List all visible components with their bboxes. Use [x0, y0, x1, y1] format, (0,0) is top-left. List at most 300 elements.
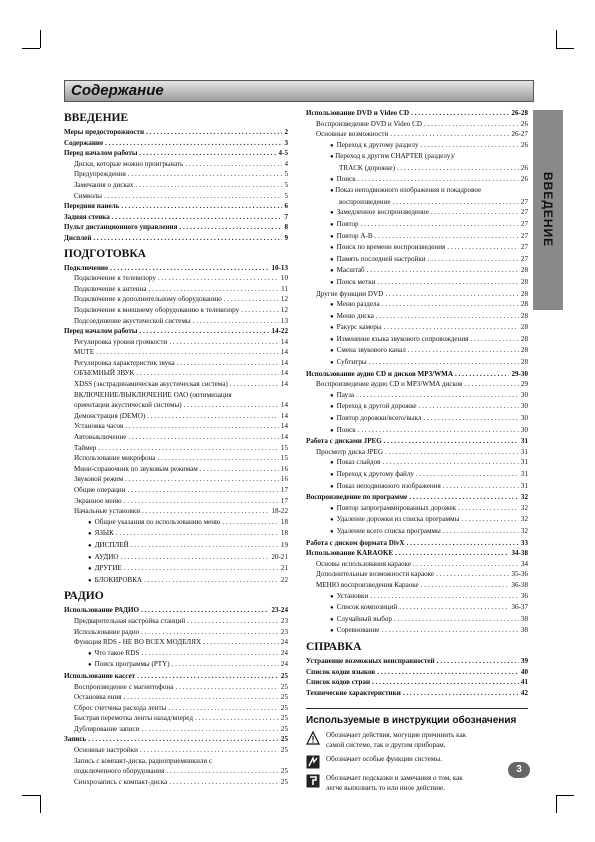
- dot-leader: [382, 299, 519, 310]
- toc-page-number: 26: [520, 140, 528, 149]
- toc-entry-label: подключенного оборудования: [74, 767, 165, 776]
- dot-leader: [241, 305, 279, 316]
- toc-entry[interactable]: [64, 766, 288, 777]
- toc-entry-text: [88, 540, 129, 552]
- dot-leader: [128, 485, 279, 496]
- toc-entry[interactable]: [306, 591, 528, 603]
- toc-entry[interactable]: [306, 140, 528, 152]
- toc-page-number: 23: [280, 616, 288, 625]
- dot-leader: [464, 379, 519, 390]
- toc-entry-label: Диски, которые можно проигрывать: [74, 159, 184, 168]
- crop-mark: [556, 30, 557, 48]
- bullet-icon: ●: [88, 650, 92, 657]
- toc-entry-text: [74, 724, 139, 735]
- toc-page-number: 32: [520, 526, 528, 535]
- toc-entry-text: [330, 334, 468, 346]
- toc-page-number: 35-36: [511, 570, 528, 579]
- toc-page-number: 18: [280, 517, 288, 526]
- toc-entry[interactable]: [306, 625, 528, 637]
- toc-entry[interactable]: [306, 457, 528, 469]
- toc-entry-text: [74, 485, 126, 496]
- toc-entry-text: [74, 777, 167, 788]
- toc-entry[interactable]: [306, 425, 528, 437]
- dot-leader: [394, 614, 519, 625]
- bullet-icon: ●: [88, 531, 92, 538]
- toc-entry[interactable]: [64, 191, 288, 202]
- dot-leader: [361, 219, 519, 230]
- toc-page-number: 2: [284, 128, 288, 136]
- toc-entry[interactable]: [306, 481, 528, 493]
- toc-entry[interactable]: [64, 305, 288, 316]
- toc-page-number: 25: [280, 693, 288, 702]
- toc-page-number: 14: [280, 422, 288, 431]
- toc-entry-label: Другие функции DVD: [316, 289, 384, 298]
- bullet-icon: ●: [330, 256, 334, 263]
- toc-page-number: 19: [280, 540, 288, 549]
- toc-entry[interactable]: [306, 401, 528, 413]
- toc-entry-label: Повтор: [336, 219, 359, 228]
- toc-entry[interactable]: [64, 148, 288, 159]
- bullet-icon: ●: [88, 566, 92, 573]
- toc-entry[interactable]: [64, 540, 288, 552]
- toc-entry-text: [330, 481, 441, 493]
- toc-entry-text: [88, 528, 114, 540]
- toc-entry[interactable]: [64, 411, 288, 422]
- dot-leader: [139, 148, 276, 159]
- bullet-icon: ●: [330, 142, 334, 149]
- toc-entry-text: [74, 766, 164, 777]
- toc-entry[interactable]: [64, 671, 288, 682]
- toc-entry-label: Воспроизведение аудио CD и MP3/WMA дисков: [316, 380, 463, 389]
- toc-entry[interactable]: [64, 517, 288, 529]
- toc-entry[interactable]: [64, 400, 288, 411]
- toc-entry[interactable]: [64, 432, 288, 443]
- toc-entry[interactable]: [306, 379, 528, 390]
- toc-entry-label: Переход к другому файлу: [336, 470, 414, 478]
- toc-entry-label: XDSS (экстрадинамическая акустическая система): [74, 380, 228, 389]
- toc-entry[interactable]: [306, 289, 528, 300]
- toc-page-number: 31: [520, 437, 528, 446]
- toc-entry[interactable]: [64, 138, 288, 149]
- toc-entry-text: [330, 503, 456, 515]
- toc-entry-label: Список кодов языков: [306, 667, 376, 676]
- dot-leader: [369, 357, 519, 368]
- toc-entry[interactable]: [306, 322, 528, 334]
- toc-entry-text: [330, 614, 392, 626]
- toc-entry[interactable]: [64, 159, 288, 170]
- toc-entry-label: Удаление дорожки из списка программы: [336, 515, 460, 524]
- section-heading: РАДИО: [64, 590, 104, 603]
- toc-entry-label: Использование микрофона: [74, 454, 156, 463]
- toc-page-number: 25: [280, 767, 288, 776]
- dot-leader: [185, 159, 282, 170]
- bullet-icon: ●: [330, 302, 334, 309]
- toc-entry-text: [74, 474, 123, 485]
- toc-entry-text: [330, 207, 429, 219]
- toc-entry[interactable]: [64, 724, 288, 735]
- toc-entry[interactable]: [64, 506, 288, 517]
- toc-entry[interactable]: [64, 474, 288, 485]
- toc-entry[interactable]: [64, 379, 288, 390]
- toc-entry[interactable]: [306, 219, 528, 231]
- toc-entry-text: [306, 492, 407, 503]
- toc-entry[interactable]: [64, 552, 288, 564]
- toc-page-number: 10: [280, 274, 288, 283]
- toc-entry-label: Память последней настройки: [336, 254, 426, 263]
- toc-entry[interactable]: [64, 745, 288, 756]
- toc-page-number: 27: [520, 243, 528, 252]
- dot-leader: [424, 413, 519, 424]
- toc-entry[interactable]: [64, 294, 288, 305]
- toc-entry-text: [74, 284, 146, 295]
- toc-entry[interactable]: [64, 575, 288, 587]
- toc-entry-label: Повтор дорожки/всего/выкл: [336, 414, 422, 423]
- toc-entry-text: [74, 294, 222, 305]
- toc-entry-label: Функция RDS - НЕ ВО ВСЕХ МОДЕЛЯХ: [74, 638, 202, 647]
- dot-leader: [370, 591, 519, 602]
- toc-entry[interactable]: [64, 443, 288, 454]
- toc-entry-label: Использование KARAOKE: [306, 549, 394, 558]
- toc-entry-label: Замечания о дисках: [74, 180, 134, 189]
- toc-entry[interactable]: [306, 569, 528, 580]
- toc-page-number: 25: [280, 682, 288, 691]
- toc-entry[interactable]: [306, 580, 528, 591]
- toc-entry[interactable]: [64, 368, 288, 379]
- toc-entry[interactable]: [64, 263, 288, 274]
- toc-entry[interactable]: [64, 637, 288, 648]
- toc-page-number: 26-27: [511, 130, 528, 139]
- dot-leader: [175, 682, 279, 693]
- toc-entry[interactable]: [64, 659, 288, 671]
- dot-leader: [136, 368, 279, 379]
- bullet-icon: ●: [330, 528, 334, 535]
- toc-page-number: 36-38: [511, 580, 528, 589]
- dot-leader: [116, 528, 279, 539]
- dot-leader: [431, 207, 519, 218]
- crop-mark: [22, 795, 40, 796]
- dot-leader: [358, 174, 519, 185]
- toc-entry-text: [330, 277, 375, 289]
- toc-entry[interactable]: [64, 734, 288, 745]
- toc-entry[interactable]: [64, 347, 288, 358]
- toc-entry[interactable]: [64, 648, 288, 660]
- toc-entry-label: ориентации акустической системы): [74, 401, 182, 410]
- toc-right-entries: [306, 108, 528, 698]
- dot-leader: [367, 265, 519, 276]
- dot-leader: [455, 369, 509, 380]
- toc-entry[interactable]: [64, 682, 288, 693]
- toc-page-number: 28: [520, 266, 528, 275]
- toc-page-number: 26: [520, 174, 528, 183]
- toc-page-number: 14: [280, 433, 288, 442]
- toc-entry-text: [316, 129, 388, 140]
- dot-leader: [399, 602, 509, 613]
- toc-entry-label: Меню диска: [336, 311, 374, 320]
- toc-entry[interactable]: [306, 311, 528, 323]
- toc-page-number: 30: [520, 390, 528, 399]
- dot-leader: [416, 469, 519, 480]
- toc-page-number: 21: [280, 564, 288, 573]
- toc-entry-text: [74, 368, 134, 379]
- toc-entry-label: Демонстрация (DEMO): [74, 411, 146, 420]
- toc-entry-label: Остановка ения: [74, 693, 122, 702]
- dot-leader: [437, 656, 519, 667]
- dot-leader: [124, 496, 279, 507]
- toc-entry[interactable]: [306, 265, 528, 277]
- toc-entry[interactable]: [306, 119, 528, 130]
- toc-entry[interactable]: [306, 436, 528, 447]
- toc-entry[interactable]: [64, 528, 288, 540]
- toc-entry-label: Перед началом работы: [64, 149, 138, 158]
- toc-entry[interactable]: [306, 197, 528, 208]
- legend-line: легче выполнить то или иное действие.: [326, 784, 445, 793]
- toc-page-number: 5: [284, 180, 288, 189]
- toc-entry[interactable]: [64, 703, 288, 714]
- toc-entry[interactable]: [306, 163, 528, 174]
- toc-entry[interactable]: [306, 492, 528, 503]
- toc-entry[interactable]: [306, 602, 528, 614]
- toc-page-number: 15: [280, 454, 288, 463]
- toc-entry[interactable]: [306, 277, 528, 289]
- toc-page-number: 42: [520, 688, 528, 697]
- dot-leader: [169, 777, 279, 788]
- toc-page-number: 28: [520, 334, 528, 343]
- toc-entry[interactable]: [64, 485, 288, 496]
- toc-entry[interactable]: [64, 201, 288, 212]
- toc-entry[interactable]: [306, 677, 528, 688]
- toc-entry-text: [74, 180, 133, 191]
- toc-entry-text: [74, 713, 193, 724]
- dot-leader: [128, 169, 283, 180]
- toc-page-number: 25: [280, 703, 288, 712]
- toc-entry-text: [74, 432, 126, 443]
- bullet-icon: ●: [330, 279, 334, 286]
- toc-entry[interactable]: [306, 334, 528, 346]
- toc-page-number: 5: [284, 170, 288, 179]
- toc-entry[interactable]: [306, 514, 528, 526]
- toc-entry[interactable]: [64, 273, 288, 284]
- toc-entry[interactable]: [306, 174, 528, 186]
- toc-entry-label: ДИСПЛЕЙ: [94, 540, 129, 549]
- bullet-icon: ●: [88, 542, 92, 549]
- toc-entry-label: Устранение возможных неисправностей: [306, 656, 435, 665]
- toc-entry[interactable]: [64, 212, 288, 223]
- toc-page-number: 24: [280, 660, 288, 669]
- toc-entry[interactable]: [306, 656, 528, 667]
- toc-entry[interactable]: [64, 326, 288, 337]
- dot-leader: [376, 311, 519, 322]
- toc-entry[interactable]: [64, 421, 288, 432]
- dot-leader: [148, 284, 279, 295]
- crop-mark: [556, 795, 574, 796]
- toc-page-number: 14: [280, 337, 288, 346]
- toc-entry[interactable]: [306, 231, 528, 243]
- crop-mark: [22, 48, 40, 49]
- toc-entry-text: [316, 289, 383, 300]
- toc-entry-text: [74, 379, 228, 390]
- toc-entry-text: [330, 219, 359, 231]
- bullet-icon: ●: [330, 313, 334, 320]
- toc-entry-label: Основные настройки: [74, 746, 138, 755]
- dot-leader: [179, 222, 282, 233]
- toc-entry[interactable]: [306, 369, 528, 380]
- dot-leader: [124, 692, 279, 703]
- toc-entry[interactable]: [306, 129, 528, 140]
- toc-entry[interactable]: [64, 627, 288, 638]
- toc-entry-label: Синхрозапись с компакт-диска: [74, 777, 168, 786]
- toc-left-column: [64, 108, 288, 787]
- toc-entry[interactable]: [306, 447, 528, 458]
- toc-page-number: 12: [280, 295, 288, 304]
- toc-entry-label: Переход к другой дорожке: [336, 402, 417, 411]
- toc-entry-text: [306, 677, 370, 688]
- toc-entry[interactable]: [306, 357, 528, 369]
- dot-leader: [356, 390, 519, 401]
- toc-entry-label: Основные возможности: [316, 130, 389, 139]
- dot-leader: [421, 140, 519, 151]
- toc-entry-label: Передняя панель: [64, 202, 120, 211]
- toc-entry[interactable]: [64, 180, 288, 191]
- dot-leader: [158, 273, 279, 284]
- legend-description: [326, 773, 463, 793]
- bullet-icon: ●: [330, 360, 334, 367]
- toc-entry[interactable]: [306, 413, 528, 425]
- toc-entry[interactable]: [64, 464, 288, 475]
- toc-page-number: 25: [280, 777, 288, 786]
- toc-entry[interactable]: [64, 692, 288, 703]
- bullet-icon: ●: [330, 472, 334, 478]
- dot-leader: [443, 526, 519, 537]
- toc-entry-label: Общие указания по использованию меню: [94, 517, 221, 526]
- toc-entry[interactable]: [306, 526, 528, 538]
- toc-entry[interactable]: [64, 169, 288, 180]
- toc-entry-label: Воспроизведение DVD и Video CD: [316, 119, 422, 128]
- bullet-icon: ●: [330, 210, 334, 217]
- toc-entry[interactable]: [306, 108, 528, 119]
- toc-entry-text: [330, 514, 459, 526]
- toc-entry-label: Подключение к антенна: [74, 284, 147, 293]
- toc-entry[interactable]: [64, 358, 288, 369]
- toc-entry[interactable]: [306, 390, 528, 402]
- toc-entry-text: [74, 637, 201, 648]
- bullet-icon: ●: [88, 554, 92, 561]
- toc-entry[interactable]: [306, 559, 528, 570]
- toc-entry-text: [64, 263, 108, 274]
- toc-entry[interactable]: [306, 538, 528, 549]
- toc-entry-text: [74, 692, 122, 703]
- bullet-icon: ●: [330, 154, 336, 161]
- toc-entry[interactable]: [64, 496, 288, 507]
- toc-entry-label: Экранное меню: [74, 496, 122, 505]
- toc-entry-continuation: [306, 185, 528, 197]
- dot-leader: [407, 538, 519, 549]
- dot-leader: [385, 289, 519, 300]
- toc-entry-label: ОБЪЕМНЫЙ ЗВУК: [74, 369, 135, 378]
- toc-entry[interactable]: [306, 345, 528, 357]
- toc-entry[interactable]: [306, 667, 528, 678]
- toc-entry-text: [306, 667, 375, 678]
- toc-entry-label: АУДИО: [94, 552, 119, 561]
- toc-entry[interactable]: [306, 688, 528, 699]
- toc-entry[interactable]: [64, 233, 288, 244]
- toc-entry-label: Поиск программы (PTY): [94, 660, 170, 669]
- toc-entry[interactable]: [64, 563, 288, 575]
- toc-entry-label: Регулировка характеристик звука: [74, 358, 175, 367]
- page-title: Содержание: [71, 82, 164, 99]
- toc-entry[interactable]: [64, 713, 288, 724]
- dot-leader: [172, 659, 279, 670]
- dot-leader: [381, 625, 518, 636]
- dot-leader: [112, 212, 283, 223]
- toc-entry[interactable]: [306, 299, 528, 311]
- dot-leader: [419, 401, 519, 412]
- toc-entry[interactable]: [64, 127, 288, 138]
- toc-entry[interactable]: [64, 453, 288, 464]
- toc-entry[interactable]: [306, 469, 528, 481]
- toc-page-number: 27: [520, 231, 528, 240]
- toc-entry[interactable]: [64, 777, 288, 788]
- legend-item: [306, 754, 528, 769]
- toc-entry[interactable]: [64, 605, 288, 616]
- dot-leader: [384, 322, 519, 333]
- toc-entry-label: Использование РАДИО: [64, 606, 140, 615]
- contents-header-bar: [64, 80, 534, 102]
- toc-entry[interactable]: [64, 316, 288, 327]
- bullet-icon: ●: [88, 577, 92, 584]
- legend-divider: [306, 708, 528, 709]
- hint-note-icon: [306, 774, 320, 788]
- toc-entry-label: Использование аудио CD и дисков MP3/WMA: [306, 369, 454, 378]
- toc-page-number: 17: [280, 496, 288, 505]
- dot-leader: [144, 575, 279, 586]
- toc-page-number: 14: [280, 380, 288, 389]
- toc-entry[interactable]: [306, 254, 528, 266]
- toc-page-number: 31: [520, 481, 528, 490]
- toc-entry-text: [64, 127, 144, 138]
- toc-entry-label: Просмотр диска JPEG: [316, 447, 383, 456]
- toc-entry[interactable]: [306, 614, 528, 626]
- toc-entry-label: Показ неподвижного изображения: [336, 481, 441, 490]
- dot-leader: [141, 627, 279, 638]
- toc-entry-text: [316, 559, 411, 570]
- toc-entry[interactable]: [306, 242, 528, 254]
- toc-entry[interactable]: [306, 503, 528, 515]
- bullet-icon: ●: [330, 416, 334, 423]
- toc-entry-label: Пауза: [336, 390, 355, 399]
- toc-entry-label: TRACK (дорожке): [339, 163, 395, 172]
- toc-entry-label: Список композиций: [336, 603, 398, 612]
- toc-entry[interactable]: [64, 284, 288, 295]
- toc-entry-text: [330, 231, 373, 243]
- toc-entry[interactable]: [64, 616, 288, 627]
- bullet-icon: ●: [330, 517, 334, 524]
- toc-entry[interactable]: [306, 548, 528, 559]
- dot-leader: [443, 481, 519, 492]
- dot-leader: [358, 425, 519, 436]
- dot-leader: [168, 703, 279, 714]
- toc-entry-text: [306, 538, 405, 549]
- toc-entry[interactable]: [306, 207, 528, 219]
- dot-leader: [96, 347, 279, 358]
- legend-line: Обозначает действия, могущие причинить как: [326, 731, 467, 740]
- toc-entry-text: [74, 682, 173, 693]
- toc-entry-label: Основы использования караоке: [316, 559, 411, 568]
- toc-entry[interactable]: [64, 222, 288, 233]
- toc-page-number: 25: [280, 714, 288, 723]
- toc-page-number: 25: [280, 671, 288, 680]
- toc-entry[interactable]: [64, 337, 288, 348]
- dot-leader: [383, 457, 519, 468]
